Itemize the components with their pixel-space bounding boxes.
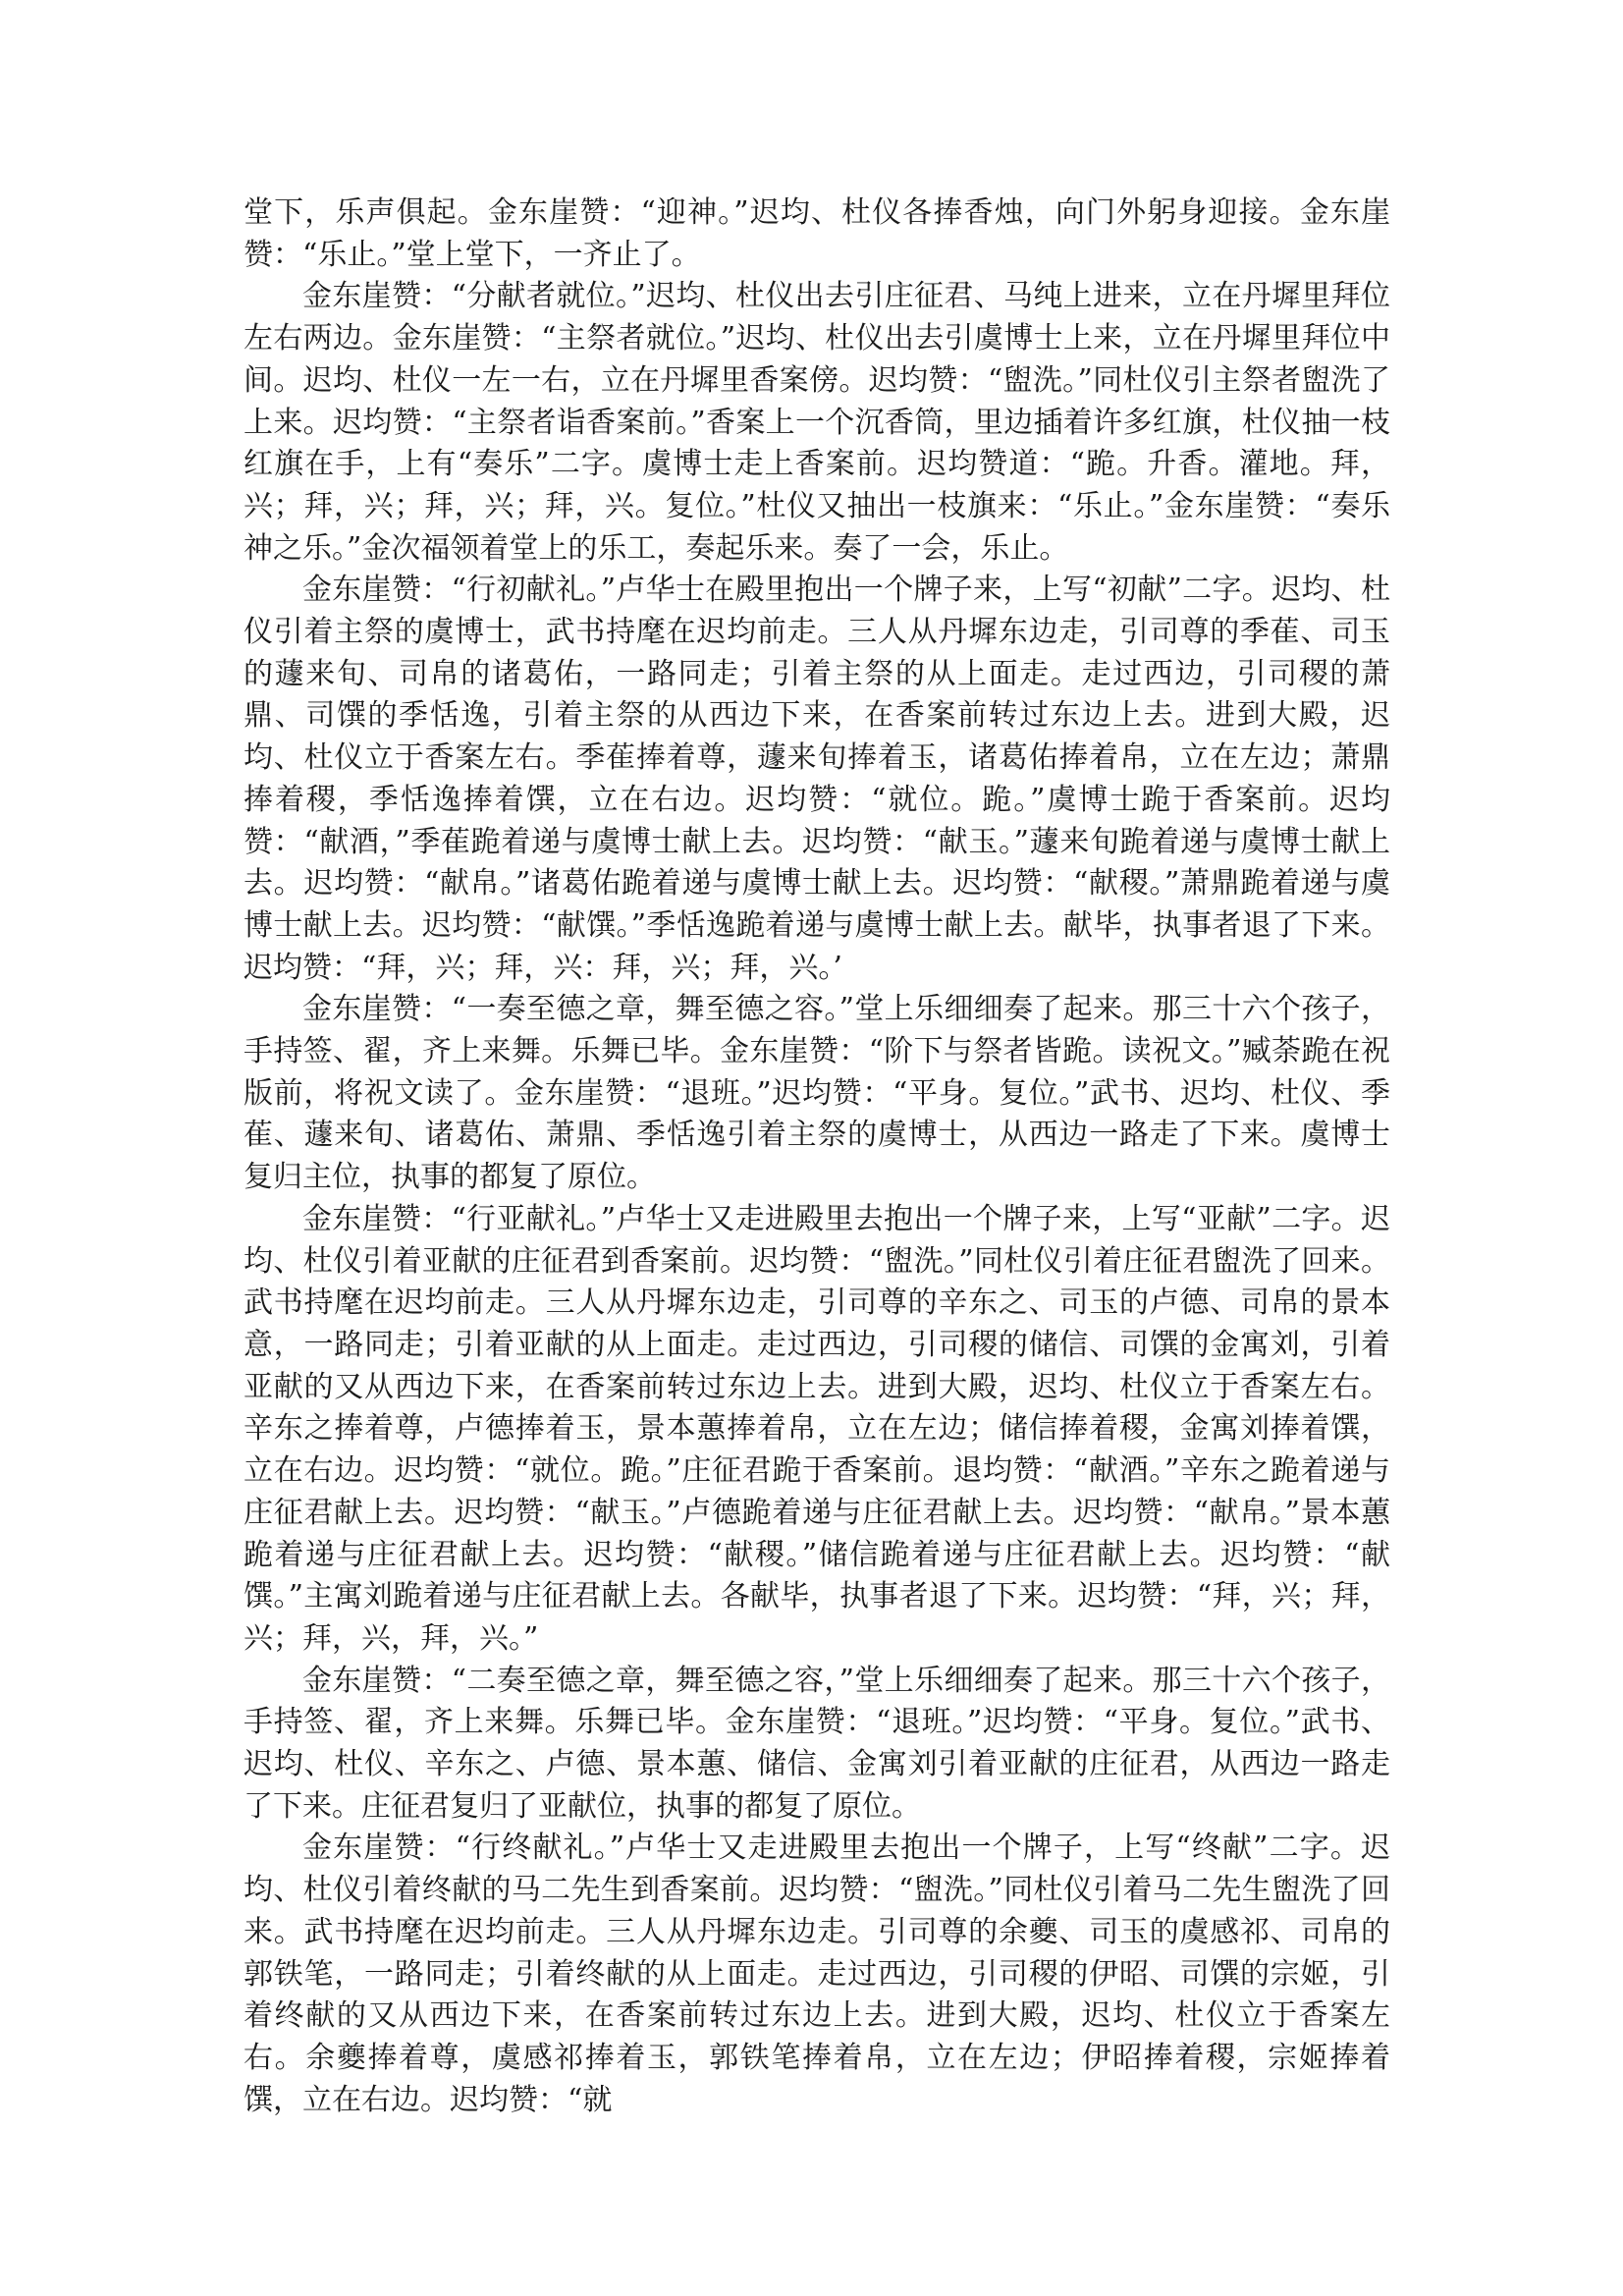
document-page: [243, 192, 1390, 2121]
paragraph: 金东崖赞：“行初献礼。”卢华士在殿里抱出一个牌子来，上写“初献”二字。迟均、杜仪引着主祭的虞博士，武书持麾在迟均前走。三人从丹墀东边走，引司尊的季萑、司玉的蘧来旬、司帛的诸葛佑，一路同走；引着主祭的从上面走。走过西边，引司稷的萧鼎、司馔的季恬逸，引着主祭的从西边下来，在香案前转过东边上去。进到大殿，迟均、杜仪立于香案左右。季萑捧着尊，蘧来旬捧着玉，诸葛佑捧着帛，立在左边；萧鼎捧着稷，季恬逸捧着馔，立在右边。迟均赞：“就位。跪。”虞博士跪于香案前。迟均赞：“献酒，”季萑跪着递与虞博士献上去。迟均赞：“献玉。”蘧来旬跪着递与虞博士献上去。迟均赞：“献帛。”诸葛佑跪着递与虞博士献上去。迟均赞：“献稷。”萧鼎跪着递与虞博士献上去。迟均赞：“献馔。”季恬逸跪着递与虞博士献上去。献毕，执事者退了下来。迟均赞：“拜，兴；拜，兴：拜，兴；拜，兴。’: [243, 573, 1390, 985]
paragraph: 金东崖赞：“行亚献礼。”卢华士又走进殿里去抱出一个牌子来，上写“亚献”二字。迟均、杜仪引着亚献的庄征君到香案前。迟均赞：“盥洗。”同杜仪引着庄征君盥洗了回来。武书持麾在迟均前走。三人从丹墀东边走，引司尊的辛东之、司玉的卢德、司帛的景本意，一路同走；引着亚献的从上面走。走过西边，引司稷的储信、司馔的金寓刘，引着亚献的又从西边下来，在香案前转过东边上去。进到大殿，迟均、杜仪立于香案左右。辛东之捧着尊，卢德捧着玉，景本蕙捧着帛，立在左边；储信捧着稷，金寓刘捧着馔，立在右边。迟均赞：“就位。跪。”庄征君跪于香案前。退均赞：“献酒。”辛东之跪着递与庄征君献上去。迟均赞：“献玉。”卢德跪着递与庄征君献上去。迟均赞：“献帛。”景本蕙跪着递与庄征君献上去。迟均赞：“献稷。”储信跪着递与庄征君献上去。迟均赞：“献馔。”主寓刘跪着递与庄征君献上去。各献毕，执事者退了下来。迟均赞：“拜，兴；拜，兴；拜，兴，拜，兴。”: [243, 1201, 1390, 1656]
paragraph: 金东崖赞：“行终献礼。”卢华士又走进殿里去抱出一个牌子，上写“终献”二字。迟均、杜仪引着终献的马二先生到香案前。迟均赞：“盥洗。”同杜仪引着马二先生盥洗了回来。武书持麾在迟均前走。三人从丹墀东边走。引司尊的余夔、司玉的虞感祁、司帛的郭铁笔，一路同走；引着终献的从上面走。走过西边，引司稷的伊昭、司馔的宗姬，引着终献的又从西边下来，在香案前转过东边上去。进到大殿，迟均、杜仪立于香案左右。余夔捧着尊，虞感祁捧着玉，郭铁笔捧着帛，立在左边；伊昭捧着稷，宗姬捧着馔，立在右边。迟均赞：“就: [243, 1831, 1390, 2117]
paragraph: 金东崖赞：“二奏至德之章，舞至德之容，”堂上乐细细奏了起来。那三十六个孩子，手持签、翟，齐上来舞。乐舞已毕。金东崖赞：“退班。”迟均赞：“平身。复位。”武书、迟均、杜仪、辛东之、卢德、景本蕙、储信、金寓刘引着亚献的庄征君，从西边一路走了下来。庄征君复归了亚献位，执事的都复了原位。: [243, 1663, 1390, 1824]
paragraph: 金东崖赞：“一奏至德之章，舞至德之容。”堂上乐细细奏了起来。那三十六个孩子，手持签、翟，齐上来舞。乐舞已毕。金东崖赞：“阶下与祭者皆跪。读祝文。”臧荼跪在祝版前，将祝文读了。金东崖赞：“退班。”迟均赞：“平身。复位。”武书、迟均、杜仪、季萑、蘧来旬、诸葛佑、萧鼎、季恬逸引着主祭的虞博士，从西边一路走了下来。虞博士复归主位，执事的都复了原位。: [243, 992, 1390, 1195]
paragraph: 金东崖赞：“分献者就位。”迟均、杜仪出去引庄征君、马纯上进来，立在丹墀里拜位左右两边。金东崖赞：“主祭者就位。”迟均、杜仪出去引虞博士上来，立在丹墀里拜位中间。迟均、杜仪一左一右，立在丹墀里香案傍。迟均赞：“盥洗。”同杜仪引主祭者盥洗了上来。迟均赞：“主祭者诣香案前。”香案上一个沉香筒，里边插着许多红旗，杜仪抽一枝红旗在手，上有“奏乐”二字。虞博士走上香案前。迟均赞道：“跪。升香。灌地。拜，兴；拜，兴；拜，兴；拜，兴。复位。”杜仪又抽出一枝旗来：“乐止。”金东崖赞：“奏乐神之乐。”金次福领着堂上的乐工，奏起乐来。奏了一会，乐止。: [243, 279, 1390, 566]
paragraph-continued: 堂下，乐声俱起。金东崖赞：“迎神。”迟均、杜仪各捧香烛，向门外躬身迎接。金东崖赞：“乐止。”堂上堂下，一齐止了。: [243, 195, 1390, 272]
